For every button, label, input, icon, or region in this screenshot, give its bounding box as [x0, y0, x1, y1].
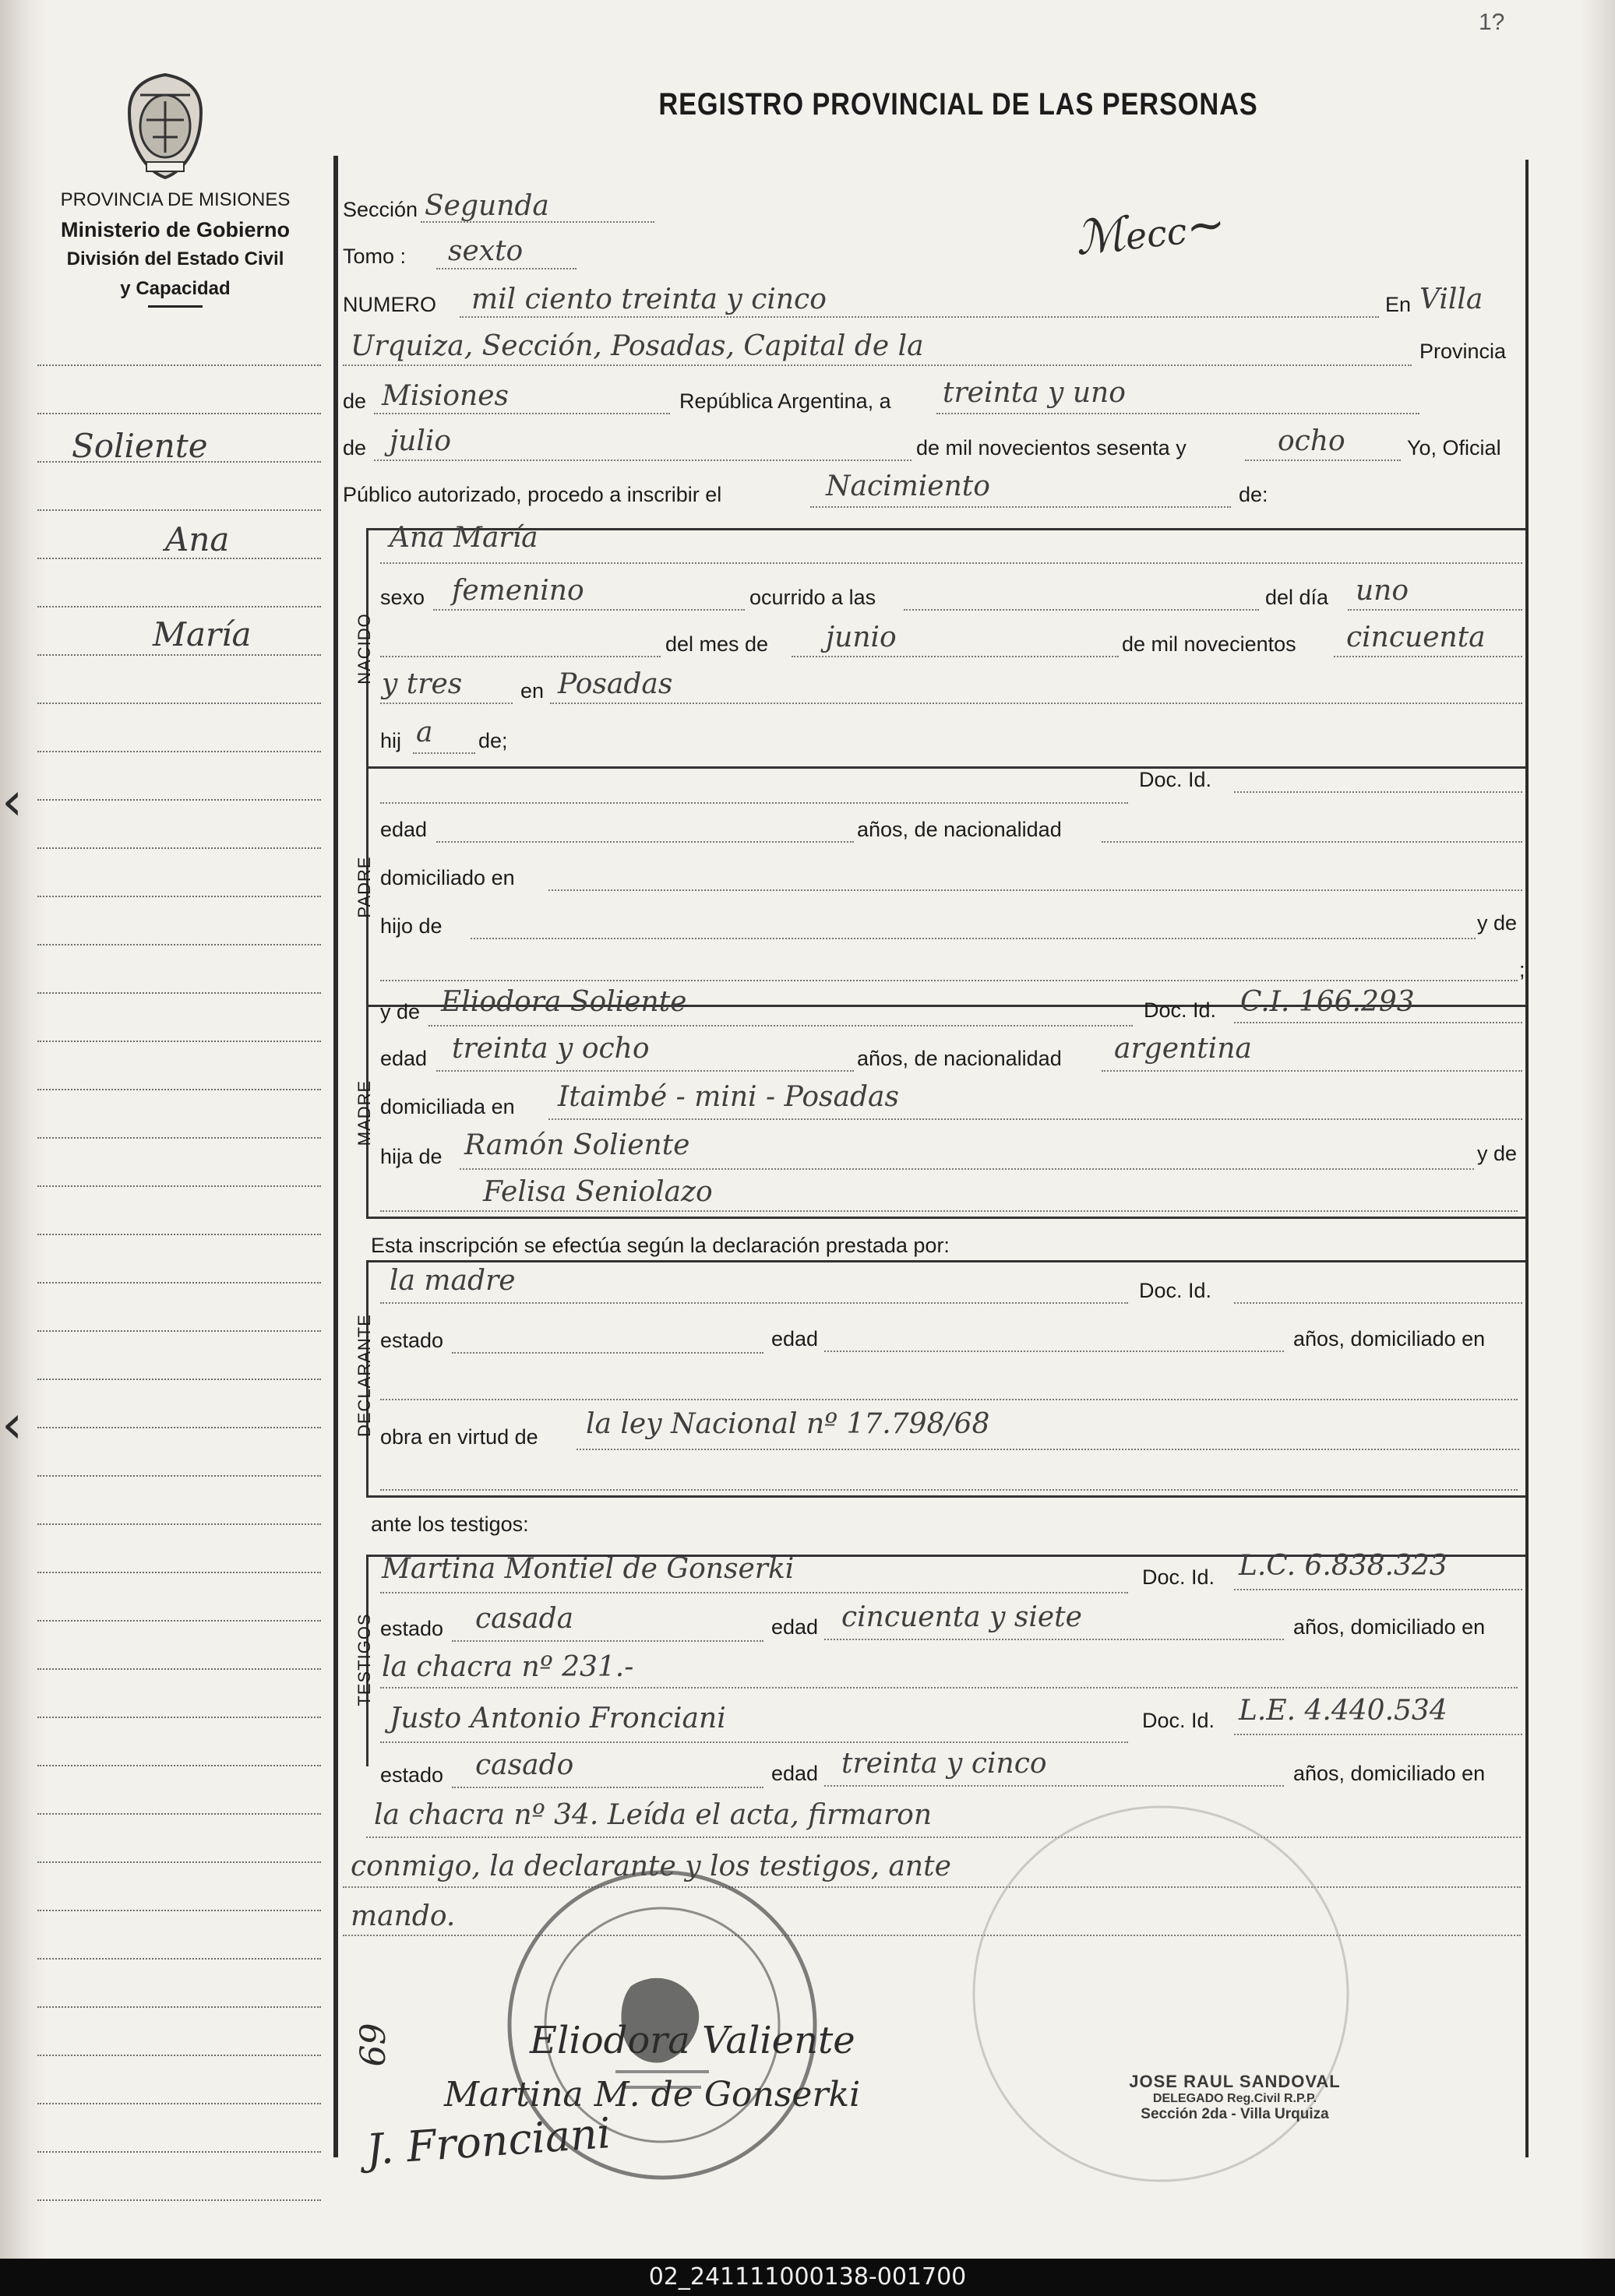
- madre-hija-label: hija de: [380, 1145, 443, 1168]
- en-lower-label: en: [520, 679, 545, 703]
- official-role: DELEGADO Reg.Civil R.P.P.: [1152, 2092, 1317, 2105]
- testigo2-edad-label: edad: [771, 1762, 819, 1785]
- nombre-value: Ana María: [390, 522, 538, 554]
- margin-mark: 69: [351, 2023, 391, 2067]
- authority-division: División del Estado Civil: [66, 248, 284, 269]
- form-frame-right: [1525, 160, 1529, 2157]
- madre-dom-label: domiciliada en: [380, 1095, 515, 1118]
- provincial-seal-icon: [123, 72, 207, 181]
- padre-dom-label: domiciliado en: [380, 866, 515, 889]
- padre-nac-label: años, de nacionalidad: [857, 818, 1062, 841]
- testigo1-value: Martina Montiel de Gonserki: [382, 1553, 795, 1585]
- inscripcion-label: Esta inscripción se efectúa según la declaración prestada por:: [371, 1234, 950, 1257]
- numero-label: NUMERO: [343, 293, 436, 316]
- section-divider: [366, 1260, 1525, 1262]
- testigo2-edad-value: treinta y cinco: [841, 1748, 1047, 1780]
- closing-line-2: mando.: [351, 1900, 456, 1932]
- madre-label: MADRE: [354, 1079, 374, 1146]
- ante-testigos-label: ante los testigos:: [371, 1512, 529, 1536]
- margin-given-name-2: María: [153, 615, 252, 653]
- de-colon-label: de:: [1239, 483, 1268, 506]
- padre-semicolon: ;: [1519, 958, 1525, 981]
- page-edge: [1580, 0, 1615, 2296]
- publico-label: Público autorizado, procedo a inscribir el: [343, 483, 722, 506]
- madre-edad-label: edad: [380, 1047, 428, 1070]
- declarante-label: DECLARANTE: [354, 1314, 374, 1437]
- declarante-value: la madre: [390, 1265, 516, 1297]
- testigo1-estado-label: estado: [380, 1617, 444, 1640]
- lugar-value: Urquiza, Sección, Posadas, Capital de la: [351, 330, 924, 362]
- signature-declarante: Eliodora Valiente: [530, 2019, 855, 2062]
- acto-value: Nacimiento: [826, 470, 990, 502]
- testigo2-doc-value: L.E. 4.440.534: [1239, 1695, 1448, 1727]
- lugar-nac-value: Posadas: [558, 668, 673, 700]
- anio-value: cincuenta: [1346, 622, 1486, 653]
- hij-label: hij: [380, 729, 402, 752]
- de-label-2: de: [343, 436, 367, 460]
- mes-value: junio: [826, 622, 897, 653]
- anio-cont-value: y tres: [382, 668, 463, 700]
- testigo2-dom-value: la chacra nº 34. Leída el acta, firmaron: [374, 1799, 933, 1831]
- declarante-edad-label: edad: [771, 1327, 819, 1350]
- testigo1-doc-value: L.C. 6.838.323: [1239, 1550, 1448, 1582]
- signature-testigo1: Martina M. de Gonserki: [444, 2075, 861, 2115]
- padre-edad-label: edad: [380, 818, 428, 841]
- madre-nombre-value: Eliodora Soliente: [441, 986, 687, 1018]
- testigos-label: TESTIGOS: [354, 1613, 374, 1706]
- madre-edad-value: treinta y ocho: [452, 1033, 650, 1065]
- padre-label: PADRE: [354, 856, 374, 918]
- de-semicolon-label: de;: [478, 729, 508, 752]
- file-caption: 02_241111000138-001700: [0, 2259, 1615, 2296]
- testigo2-estado-value: casado: [475, 1749, 574, 1781]
- declarante-estado-label: estado: [380, 1329, 444, 1352]
- official-office: Sección 2da - Villa Urquiza: [1141, 2106, 1329, 2122]
- dia-registro-value: treinta y uno: [943, 377, 1126, 409]
- section-divider: [366, 766, 1525, 769]
- en-value: Villa: [1419, 283, 1483, 315]
- signature-testigo2: J. Fronciani: [365, 2108, 612, 2175]
- yo-oficial-label: Yo, Oficial: [1407, 436, 1501, 460]
- de-mil-label: de mil novecientos sesenta y: [916, 436, 1187, 460]
- seccion-value: Segunda: [425, 190, 549, 222]
- del-dia-label: del día: [1265, 586, 1329, 609]
- sexo-value: femenino: [452, 575, 584, 607]
- testigo1-estado-value: casada: [475, 1603, 574, 1635]
- testigo1-dom-value: la chacra nº 231.-: [382, 1651, 634, 1683]
- page-number: 1?: [1479, 9, 1505, 35]
- de-mil-nov-label: de mil novecientos: [1122, 632, 1296, 656]
- en-label: En: [1385, 293, 1412, 316]
- madre-doc-value: C.I. 166.293: [1240, 986, 1415, 1018]
- nacido-label: NACIDO: [354, 613, 374, 685]
- provincia-label: Provincia: [1419, 340, 1507, 363]
- testigo1-doc-label: Doc. Id.: [1142, 1565, 1215, 1589]
- margin-given-name-1: Ana: [165, 520, 230, 558]
- testigo2-dom-label: años, domiciliado en: [1293, 1762, 1486, 1785]
- dia-value: uno: [1356, 575, 1409, 607]
- padre-y-de-label: y de: [1477, 911, 1518, 935]
- republica-label: República Argentina, a: [679, 389, 891, 413]
- faint-stamp-icon: [966, 1791, 1356, 2196]
- madre-dom-value: Itaimbé - mini - Posadas: [558, 1081, 899, 1113]
- madre-nac-value: argentina: [1114, 1033, 1252, 1065]
- padre-hijo-label: hijo de: [380, 914, 443, 938]
- sexo-label: sexo: [380, 586, 425, 609]
- ocurrido-label: ocurrido a las: [749, 586, 876, 609]
- section-divider: [366, 528, 1525, 530]
- binding-clip-icon: ‹: [2, 1394, 23, 1456]
- declarante-doc-label: Doc. Id.: [1139, 1279, 1212, 1302]
- official-signature: ℳecc~: [1072, 196, 1229, 266]
- provincia-value: Misiones: [382, 380, 510, 412]
- mes-registro-value: julio: [390, 425, 452, 457]
- testigo2-doc-label: Doc. Id.: [1142, 1709, 1215, 1732]
- tomo-label: Tomo :: [343, 245, 407, 268]
- official-name: JOSE RAUL SANDOVAL: [1129, 2072, 1341, 2091]
- margin-surname: Soliente: [72, 427, 208, 465]
- madre-nac-label: años, de nacionalidad: [857, 1047, 1062, 1070]
- obra-value: la ley Nacional nº 17.798/68: [586, 1408, 990, 1440]
- authority-capacity: y Capacidad: [120, 278, 231, 299]
- page-title: REGISTRO PROVINCIAL DE LAS PERSONAS: [658, 87, 1258, 121]
- authority-province: PROVINCIA DE MISIONES: [60, 189, 291, 210]
- issuing-authority: [23, 185, 327, 308]
- closing-line-1: conmigo, la declarante y los testigos, ante: [351, 1851, 951, 1882]
- binding-edge: [0, 0, 47, 2296]
- testigo1-dom-label: años, domiciliado en: [1293, 1615, 1486, 1639]
- authority-rule: [148, 305, 203, 308]
- obra-label: obra en virtud de: [380, 1425, 538, 1449]
- testigo2-estado-label: estado: [380, 1763, 444, 1787]
- de-label: de: [343, 389, 367, 413]
- padre-doc-label: Doc. Id.: [1139, 768, 1212, 791]
- form-frame-left: [333, 156, 338, 2157]
- authority-ministry: Ministerio de Gobierno: [60, 218, 291, 241]
- section-divider: [366, 1217, 1525, 1219]
- section-divider: [366, 1495, 1525, 1498]
- testigo2-value: Justo Antonio Fronciani: [390, 1703, 726, 1734]
- seccion-label: Sección: [343, 198, 418, 221]
- official-stamp: [1091, 2072, 1379, 2123]
- madre-doc-label: Doc. Id.: [1144, 998, 1217, 1022]
- numero-value: mil ciento treinta y cinco: [471, 283, 827, 315]
- anio-registro-value: ocho: [1278, 425, 1345, 457]
- del-mes-label: del mes de: [665, 632, 769, 656]
- hij-suffix-value: a: [416, 717, 433, 748]
- tomo-value: sexto: [448, 235, 524, 267]
- madre-padre-value: Ramón Soliente: [464, 1129, 690, 1161]
- madre-y-de-label: y de: [380, 1000, 421, 1023]
- testigo1-edad-value: cincuenta y siete: [841, 1601, 1082, 1633]
- declarante-dom-label: años, domiciliado en: [1293, 1327, 1486, 1350]
- testigo1-edad-label: edad: [771, 1615, 819, 1639]
- madre-y-de-2-label: y de: [1477, 1142, 1518, 1165]
- binding-clip-icon: ‹: [2, 771, 23, 833]
- madre-madre-value: Felisa Seniolazo: [483, 1176, 713, 1208]
